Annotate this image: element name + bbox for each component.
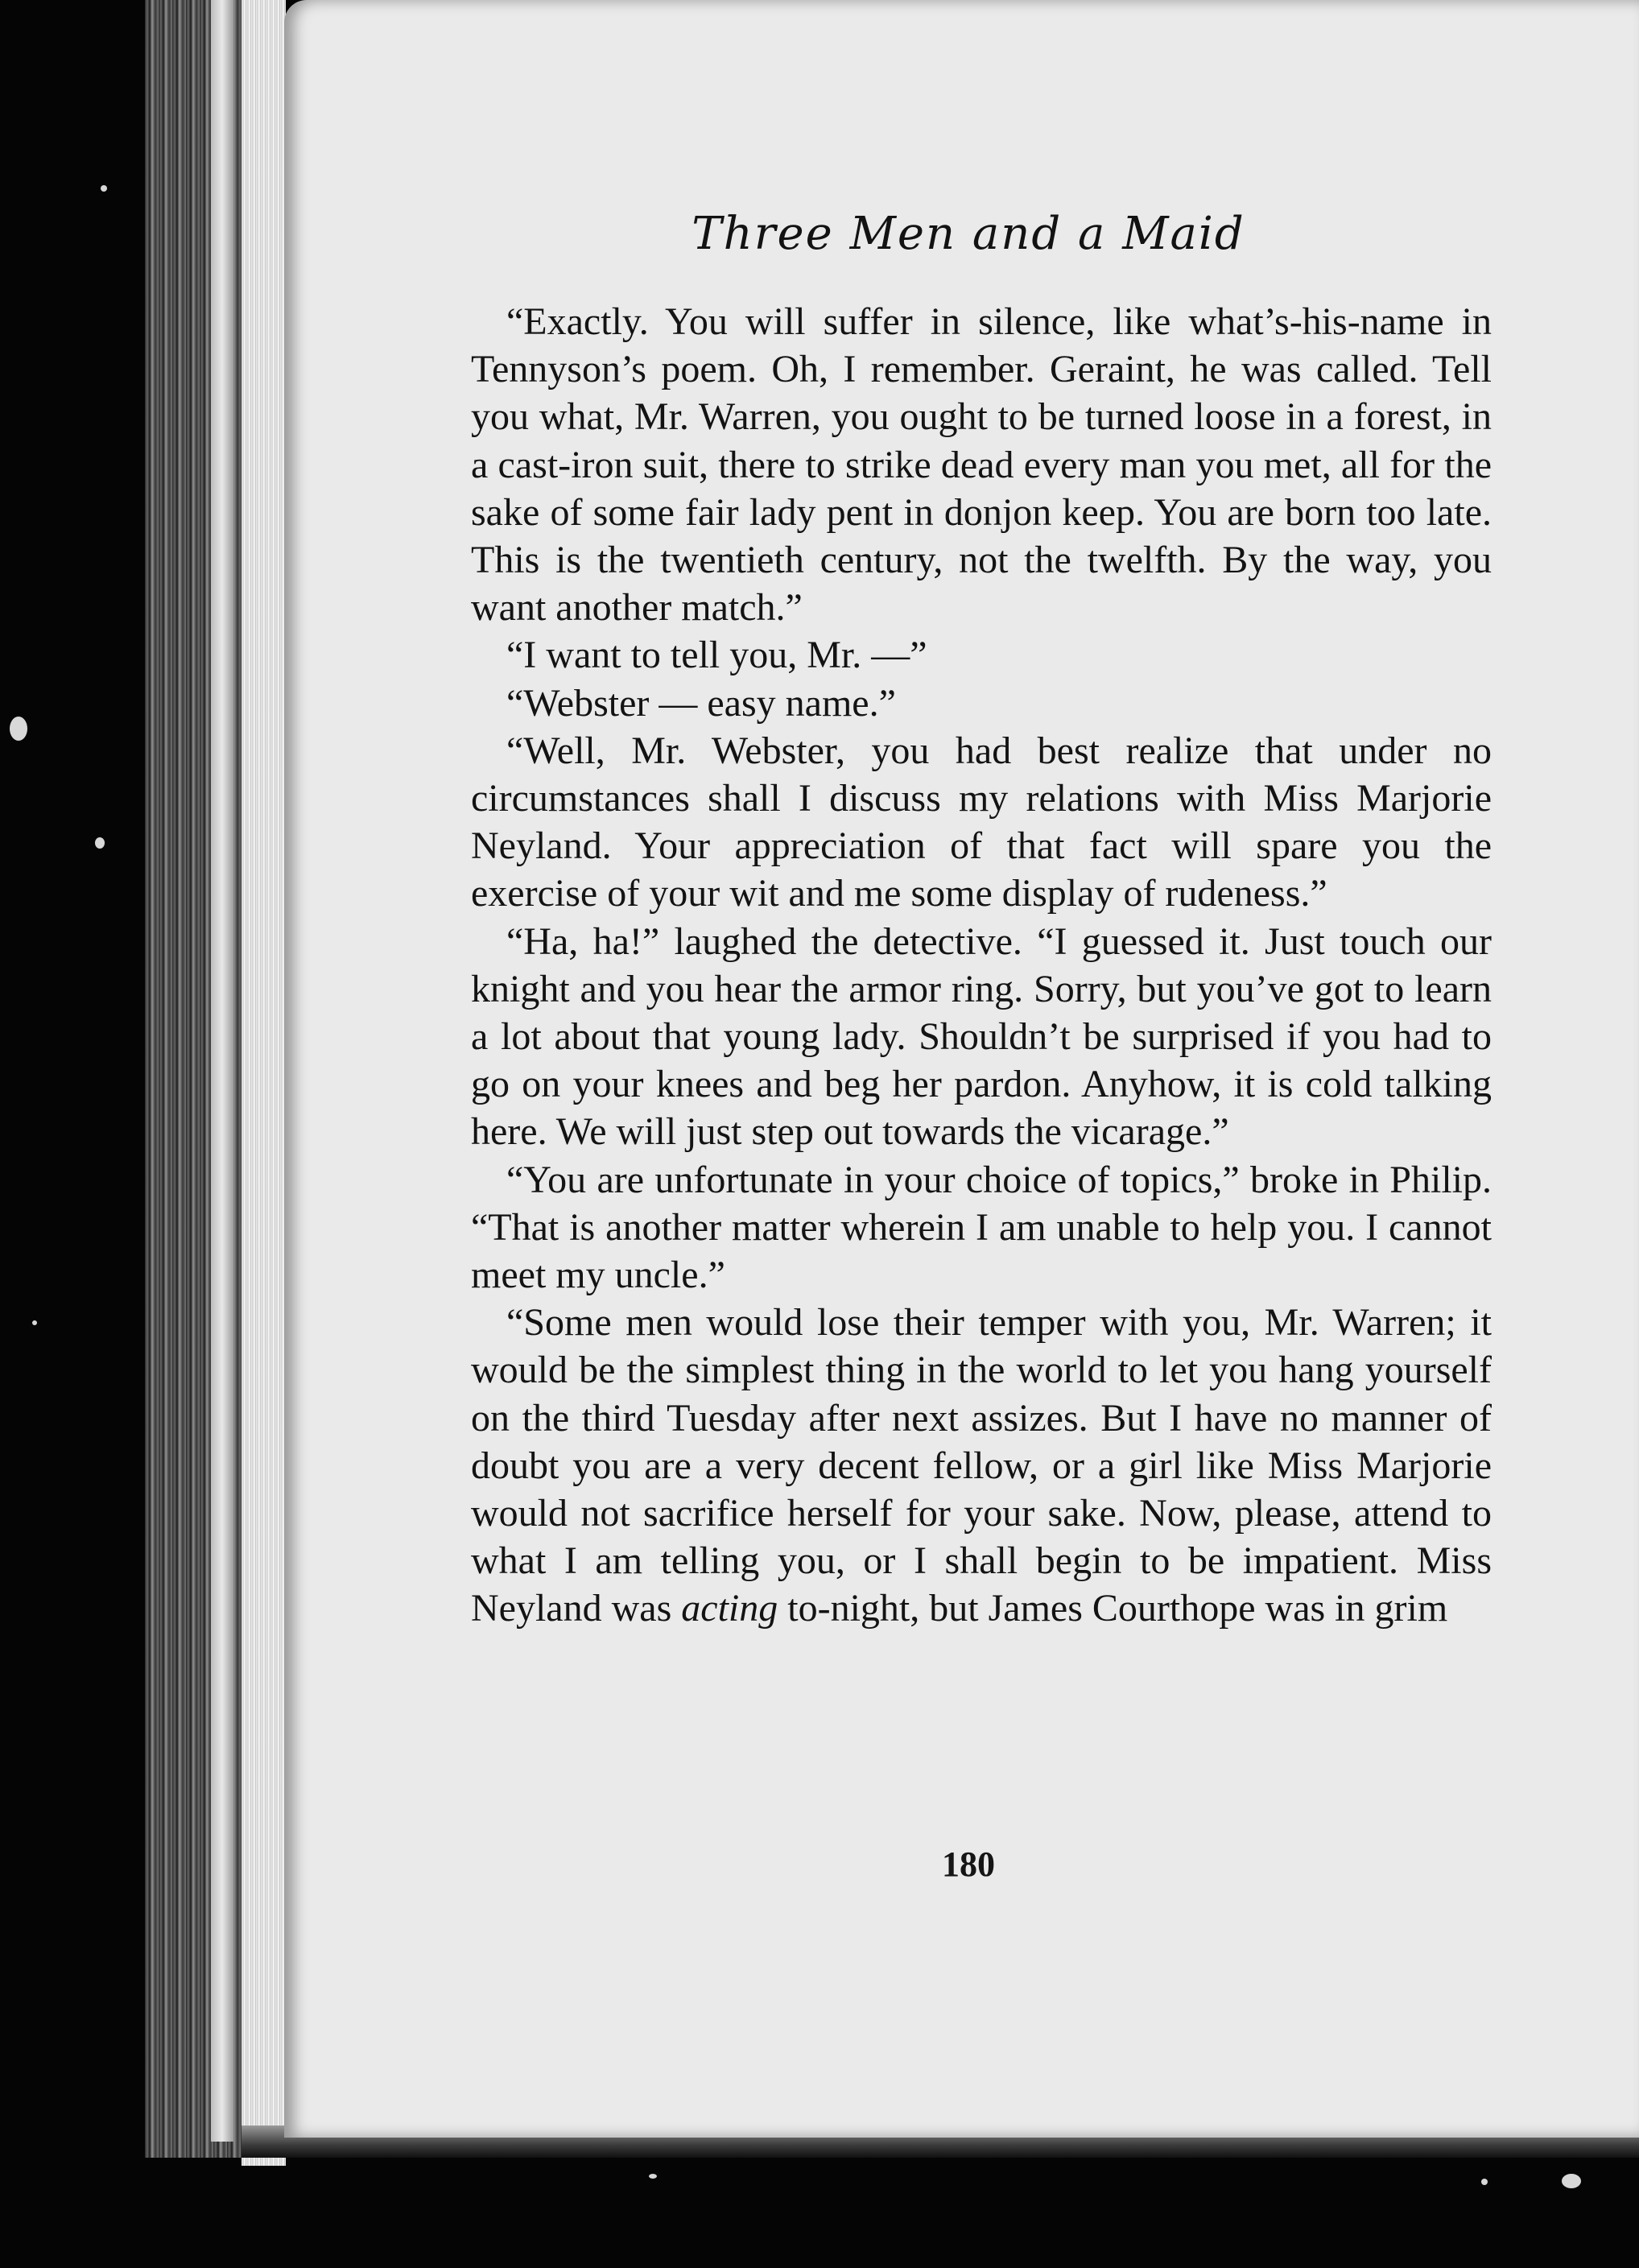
paragraph: “Well, Mr. Webster, you had best realize that under no circumstances shall I discuss my relations with Miss Marjorie Neyland. Your appreciation of that fact will spare you the exercise of your wit and me some display of rudeness.” — [471, 729, 1492, 915]
scan-speck — [32, 1320, 37, 1325]
scan-speck — [101, 185, 107, 192]
paragraph — [471, 1299, 1492, 1632]
paragraph: “Exactly. You will suffer in silence, like what’s-his-name in Tennyson’s poem. Oh, I remember. Geraint, he was called. Tell you what, Mr. Warren, you ought to be turned loose in a forest, in a cast-iron suit, there to strike dead every man you met, all for the sake of some fair lady pent in donjon keep. You are born too late. This is the twentieth century, not the twelfth. By the way, you want another match.” — [471, 300, 1492, 630]
paragraph: “I want to tell you, Mr. —” — [506, 634, 927, 677]
italic-word: acting — [681, 1587, 778, 1630]
paragraph-text: to-night, but James Courthope was in grim — [778, 1587, 1448, 1630]
scan-speck — [95, 837, 105, 849]
running-head: Three Men and a Maid — [692, 208, 1245, 260]
paragraph: “Ha, ha!” laughed the detective. “I guessed it. Just touch our knight and you hear the armor ring. Sorry, but you’ve got to learn a lot about that young lady. Shouldn’t be surprised if you had to go on your knees and beg her pardon. Anyhow, it is cold talking here. We will just step out towards the vicarage.” — [471, 919, 1492, 1154]
page-number: 180 — [942, 1845, 995, 1884]
paragraph-text: “Some men would lose their temper with you, Mr. Warren; it would be the simplest thing in the world to let you hang yourself on the third Tuesday after next assizes. But I have no manner of doubt you are a very decent fellow, or a girl like Miss Marjorie would not sacrifice herself for your sake. Now, please, attend to what I am telling you, or I shall begin to be impatient. Miss Neyland was — [471, 1301, 1492, 1630]
paragraph: “You are unfortunate in your choice of topics,” broke in Philip. “That is another matter wherein I am unable to help you. I cannot meet my uncle.” — [471, 1158, 1492, 1297]
spine-highlight — [211, 0, 233, 2142]
scan-speck — [10, 717, 27, 741]
book-page — [284, 0, 1639, 2138]
scan-speck — [649, 2174, 657, 2179]
page-stack-edge — [242, 0, 286, 2166]
scan-speck — [1481, 2179, 1488, 2185]
body-text — [471, 298, 1492, 1633]
paragraph: “Webster — easy name.” — [506, 681, 896, 725]
scan-speck — [1562, 2174, 1581, 2188]
